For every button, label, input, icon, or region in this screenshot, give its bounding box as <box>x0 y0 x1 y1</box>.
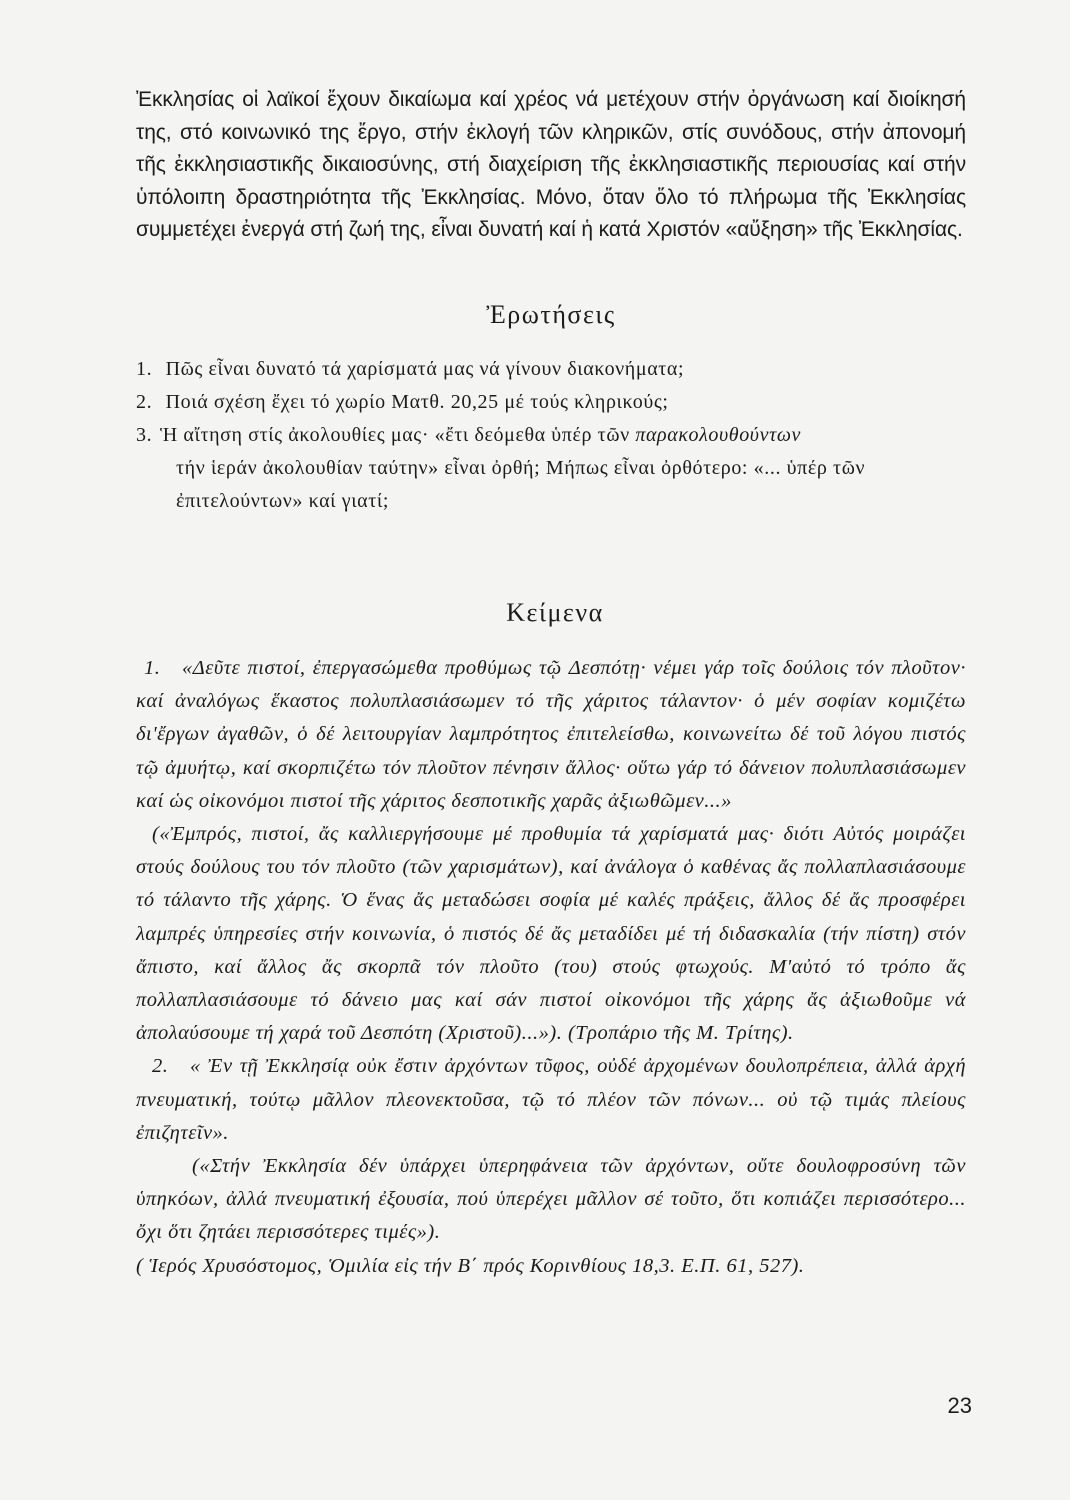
question-text-continued: τήν ἱεράν ἀκολουθίαν ταύτην» εἶναι ὀρθή; Μήπως εἶναι ὀρθότερο: «... ὑπέρ τῶν ἐπιτελούντων» καί γιατί; <box>176 457 866 512</box>
question-item <box>136 419 966 518</box>
questions-heading: Ἐρωτήσεις <box>486 300 616 329</box>
question-item <box>136 353 966 386</box>
texts-section <box>136 652 966 1283</box>
question-number: 1. <box>136 358 153 380</box>
text-1-quote-body: «Δεῦτε πιστοί, ἐπεργασώμεθα προθύμως τῷ Δεσπότῃ· νέμει γάρ τοῖς δούλοις τόν πλοῦτον· καί ἀναλόγως ἕκαστος πολυπλασιάσωμεν τό τῆς χάριτος τάλαντον· ὁ μέν σοφίαν κομιζέτω δι'ἔργων ἀγαθῶν, ὁ δέ λειτουργίαν λαμπρότητος ἐπιτελείσθω, κοινωνείτω δέ τοῦ λόγου πιστός τῷ ἀμυήτῳ, καί σκορπιζέτω τόν πλοῦτον πένησιν ἄλλος· οὕτω γάρ τό δάνειον πολυπλασιάσωμεν καί ὡς οἰκονόμοι πιστοί τῆς χάριτος δεσποτικῆς χαρᾶς ἀξιωθῶμεν...» <box>136 657 966 812</box>
text-2-source: ( Ἱερός Χρυσόστομος, Ὁμιλία εἰς τήν Β΄ πρός Κορινθίους 18,3. Ε.Π. 61, 527). <box>136 1254 805 1277</box>
question-number: 2. <box>136 391 153 413</box>
question-text: Πῶς εἶναι δυνατό τά χαρίσματά μας νά γίνουν διακονήματα; <box>165 358 685 380</box>
text-1-quote <box>136 652 966 818</box>
question-text: Ποιά σχέση ἔχει τό χωρίο Ματθ. 20,25 μέ τούς κληρικούς; <box>165 391 669 413</box>
question-text: Ἡ αἴτηση στίς ἀκολουθίες μας· «ἔτι δεόμεθα ὑπέρ τῶν <box>160 424 636 446</box>
text-2-number: 2. <box>152 1055 169 1078</box>
question-italic-word: παρακολουθούντων <box>635 424 802 446</box>
text-1-translation: («Ἐμπρός, πιστοί, ἄς καλλιεργήσουμε μέ προθυμία τά χαρίσματά μας· διότι Αὐτός μοιράζει στούς δούλους του τόν πλοῦτο (τῶν χαρισμάτων), καί ἀνάλογα ὁ καθένας ἄς πολλαπλασιάσουμε τό τάλαντο τῆς χάρης. Ὁ ἕνας ἄς μεταδώσει σοφία μέ καλές πράξεις, ἄλλος δέ ἄς προσφέρει λαμπρές ὑπηρεσίες στήν κοινωνία, ὁ πιστός δέ ἄς μεταδίδει μέ τή διδασκαλία (τήν πίστη) στόν ἄπιστο, καί ἄλλος ἄς σκορπᾶ τόν πλοῦτο (του) στούς φτωχούς. Μ'αὐτό τό τρόπο ἄς πολλαπλασιάσουμε τό δάνειο μας καί σάν πιστοί οἰκονόμοι τῆς χάρης ἄς ἀξιωθοῦμε νά ἀπολαύσουμε τή χαρά τοῦ Δεσπότη (Χριστοῦ)...»). (Τροπάριο τῆς Μ. Τρίτης). <box>136 823 966 1045</box>
texts-heading: Κείμενα <box>506 598 604 627</box>
text-2-translation: («Στήν Ἐκκλησία δέν ὑπάρχει ὑπερηφάνεια τῶν ἀρχόντων, οὔτε δουλοφροσύνη τῶν ὑπηκόων, ἀλλά πνευματική ἐξουσία, πού ὑπερέχει μᾶλλον σέ τοῦτο, ὅτι κοπιάζει περισσότερο... ὄχι ὅτι ζητάει περισσότερες τιμές»). <box>136 1155 966 1244</box>
question-number: 3. <box>136 424 153 446</box>
intro-section <box>136 84 966 247</box>
text-2-quote <box>136 1050 966 1150</box>
intro-paragraph: Ἐκκλησίας οἱ λαϊκοί ἔχουν δικαίωμα καί χρέος νά μετέχουν στήν ὀργάνωση καί διοίκησή της, στό κοινωνικό της ἔργο, στήν ἐκλογή τῶν κληρικῶν, στίς συνόδους, στήν ἀπονομή τῆς ἐκκλησιαστικῆς δικαιοσύνης, στή διαχείριση τῆς ἐκκλησιαστικῆς περιουσίας καί στήν ὑπόλοιπη δραστηριότητα τῆς Ἐκκλησίας. Μόνο, ὅταν ὅλο τό πλήρωμα τῆς Ἐκκλησίας συμμετέχει ἐνεργά στή ζωή της, εἶναι δυνατή καί ἡ κατά Χριστόν «αὔξηση» τῆς Ἐκκλησίας. <box>136 88 966 241</box>
text-1-number: 1. <box>144 657 161 679</box>
text-2-quote-body: « Ἐν τῇ Ἐκκλησίᾳ οὐκ ἔστιν ἀρχόντων τῦφος, οὐδέ ἀρχομένων δουλοπρέπεια, ἀλλά ἀρχή πνευματική, τούτῳ μᾶλλον πλεονεκτοῦσα, τῷ τό πλέον τῶν πόνων... οὐ τῷ τιμάς πλείους ἐπιζητεῖν». <box>136 1055 966 1144</box>
page-number: 23 <box>947 1393 972 1418</box>
question-item <box>136 386 966 419</box>
questions-list <box>136 353 966 518</box>
